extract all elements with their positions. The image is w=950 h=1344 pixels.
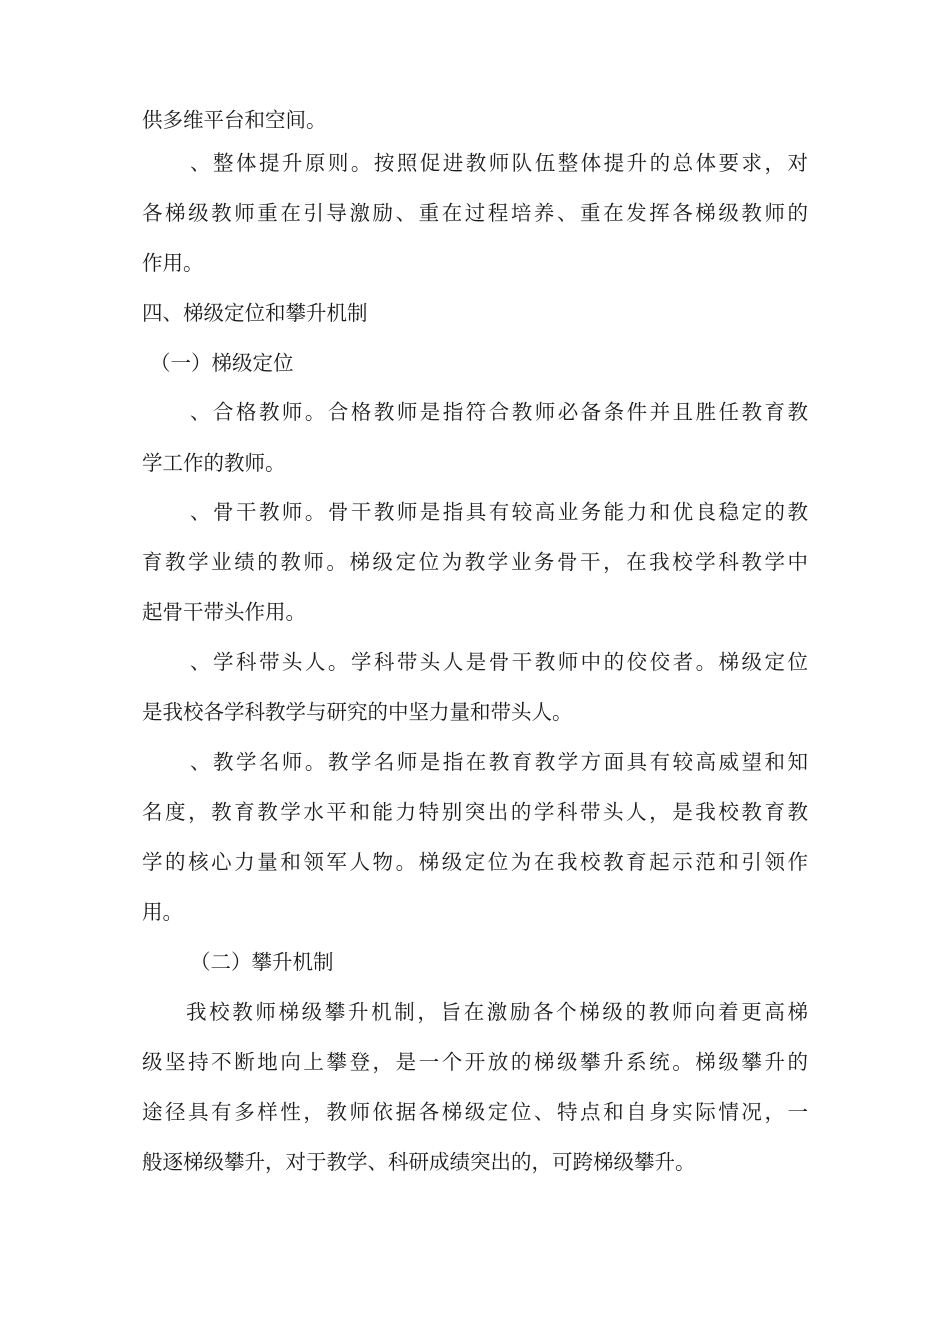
list-item-line: 、学科带头人。学科带头人是骨干教师中的佼佼者。梯级定位: [190, 650, 808, 674]
paragraph-line: 起骨干带头作用。: [142, 600, 306, 624]
paragraph-line: 级坚持不断地向上攀登，是一个开放的梯级攀升系统。梯级攀升的: [142, 1050, 808, 1074]
paragraph-line: 般逐梯级攀升，对于教学、科研成绩突出的，可跨梯级攀升。: [142, 1150, 696, 1174]
paragraph-line: 供多维平台和空间。: [142, 108, 327, 132]
paragraph-line: 我校教师梯级攀升机制，旨在激励各个梯级的教师向着更高梯: [186, 1000, 808, 1024]
subsection-heading: （二）攀升机制: [190, 950, 334, 974]
paragraph-line: 是我校各学科教学与研究的中坚力量和带头人。: [142, 700, 573, 724]
paragraph-line: 名度，教育教学水平和能力特别突出的学科带头人，是我校教育教: [142, 800, 808, 824]
list-item-line: 、教学名师。教学名师是指在教育教学方面具有较高威望和知: [190, 750, 808, 774]
paragraph-line: 学的核心力量和领军人物。梯级定位为在我校教育起示范和引领作: [142, 850, 808, 874]
paragraph-line: 途径具有多样性，教师依据各梯级定位、特点和自身实际情况，一: [142, 1100, 808, 1124]
paragraph-line: 作用。: [142, 251, 204, 275]
paragraph-line: 用。: [142, 900, 183, 924]
paragraph-line: 育教学业绩的教师。梯级定位为教学业务骨干，在我校学科教学中: [142, 550, 808, 574]
list-item-line: 、骨干教师。骨干教师是指具有较高业务能力和优良稳定的教: [190, 500, 808, 524]
principle-heading-line: 、整体提升原则。按照促进教师队伍整体提升的总体要求，对: [190, 151, 808, 175]
section-heading: 四、梯级定位和攀升机制: [142, 301, 368, 325]
paragraph-line: 各梯级教师重在引导激励、重在过程培养、重在发挥各梯级教师的: [142, 201, 808, 225]
list-item-line: 、合格教师。合格教师是指符合教师必备条件并且胜任教育教: [190, 400, 808, 424]
paragraph-line: 学工作的教师。: [142, 451, 286, 475]
subsection-heading: （一）梯级定位: [150, 351, 294, 375]
